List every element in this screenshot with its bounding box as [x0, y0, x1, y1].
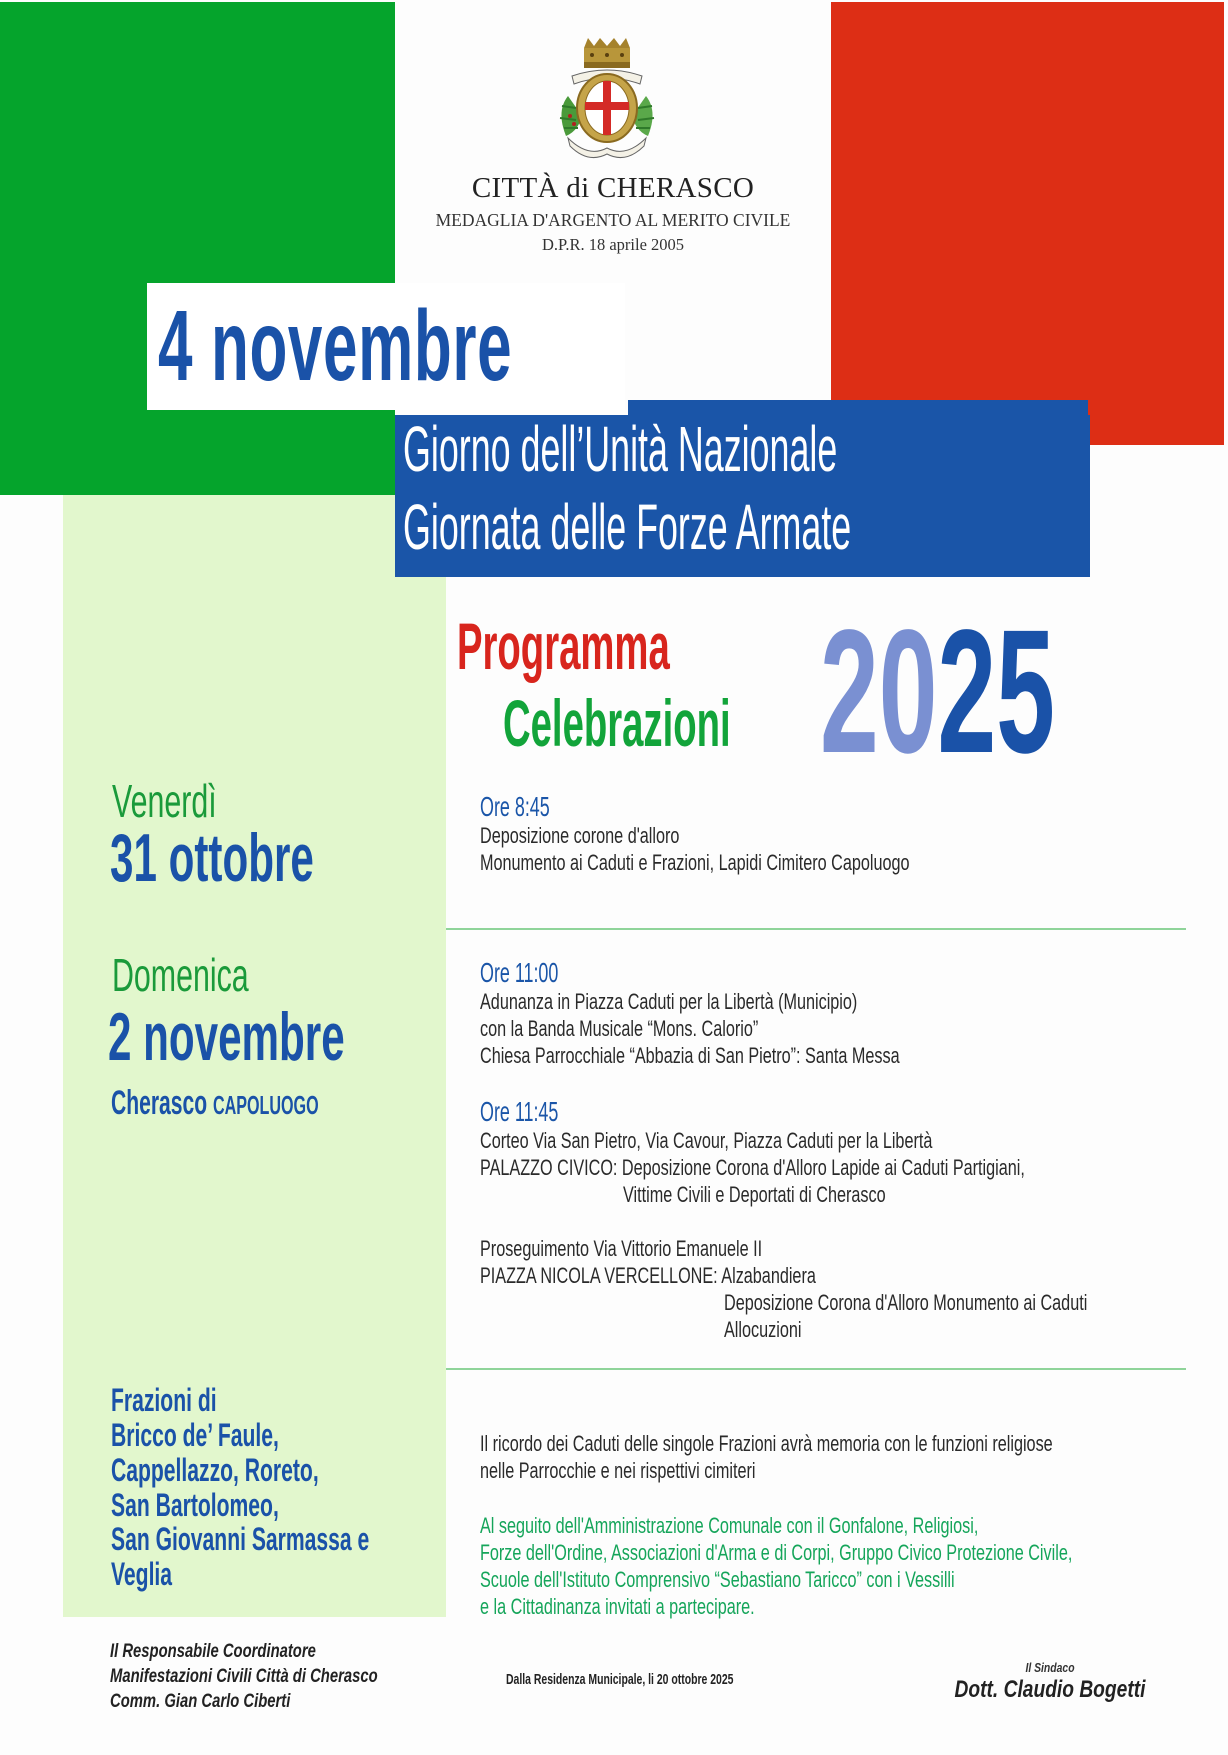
event-line: Monumento ai Caduti e Frazioni, Lapidi Cimitero Capoluogo — [480, 850, 910, 875]
city-name: CITTÀ di CHERASCO — [471, 172, 755, 204]
title-line-forze-armate: Giornata delle Forze Armate — [403, 491, 852, 563]
frazioni-line: Cappellazzo, Roreto, — [111, 1452, 319, 1488]
invite-line: Al seguito dell'Amministrazione Comunale con il Gonfalone, Religiosi, — [480, 1513, 979, 1538]
city-dpr-date: D.P.R. 18 aprile 2005 — [541, 235, 685, 254]
invite-line: Scuole dell'Istituto Comprensivo “Sebastiano Taricco” con i Vessilli — [480, 1567, 955, 1592]
coordinator-signature-line: Il Responsabile Coordinatore — [110, 1641, 316, 1662]
section-divider — [446, 1368, 1186, 1370]
day-place-name: Cherasco — [111, 1084, 208, 1122]
frazioni-note-line: nelle Parrocchie e nei rispettivi cimiteri — [480, 1458, 756, 1483]
event-line: Deposizione corone d'alloro — [480, 823, 680, 848]
programme-word: Programma — [457, 609, 670, 683]
mayor-name: Dott. Claudio Bogetti — [954, 1676, 1146, 1703]
day-date: 2 novembre — [108, 999, 345, 1075]
frazioni-line: Bricco de’ Faule, — [111, 1417, 279, 1453]
day-date: 31 ottobre — [110, 820, 314, 896]
day-weekday: Venerdì — [112, 775, 217, 827]
invite-line: Forze dell'Ordine, Associazioni d'Arma e di Corpi, Gruppo Civico Protezione Civile, — [480, 1540, 1073, 1565]
event-line: con la Banda Musicale “Mons. Calorio” — [480, 1016, 759, 1041]
event-line: PIAZZA NICOLA VERCELLONE: Alzabandiera — [480, 1263, 816, 1288]
event-line: Corteo Via San Pietro, Via Cavour, Piazza Caduti per la Libertà — [480, 1128, 933, 1153]
event-line: Chiesa Parrocchiale “Abbazia di San Pietro”: Santa Messa — [480, 1043, 900, 1068]
year-part-2: 25 — [937, 594, 1055, 790]
frazioni-line: Frazioni di — [111, 1382, 217, 1418]
flag-green-block — [0, 2, 395, 495]
city-medal-subtitle: MEDAGLIA D'ARGENTO AL MERITO CIVILE — [435, 210, 791, 230]
year-part-1: 20 — [820, 594, 938, 790]
celebrations-word: Celebrazioni — [503, 686, 731, 760]
event-line: Allocuzioni — [724, 1317, 802, 1342]
frazioni-line: San Bartolomeo, — [111, 1487, 279, 1523]
event-line: Deposizione Corona d'Alloro Monumento ai Caduti — [724, 1290, 1088, 1315]
day-place-suffix: CAPOLUOGO — [212, 1090, 319, 1120]
coordinator-signature-line: Manifestazioni Civili Città di Cherasco — [110, 1666, 378, 1687]
frazioni-line: San Giovanni Sarmassa e — [111, 1521, 370, 1557]
frazioni-line: Veglia — [111, 1556, 173, 1592]
event-line: Proseguimento Via Vittorio Emanuele II — [480, 1236, 763, 1261]
day-place — [111, 1083, 319, 1125]
day-weekday: Domenica — [112, 949, 249, 1001]
title-date: 4 novembre — [158, 290, 513, 402]
flag-red-block — [831, 2, 1224, 445]
invite-line: e la Cittadinanza invitati a partecipare. — [480, 1594, 755, 1619]
event-line: PALAZZO CIVICO: Deposizione Corona d'Alloro Lapide ai Caduti Partigiani, — [480, 1155, 1025, 1180]
title-line-unita: Giorno dell’Unità Nazionale — [403, 413, 838, 485]
place-and-date: Dalla Residenza Municipale, li 20 ottobre 2025 — [506, 1672, 734, 1688]
section-divider — [446, 928, 1186, 930]
mayor-title: Il Sindaco — [1025, 1660, 1075, 1675]
coordinator-signature-line: Comm. Gian Carlo Ciberti — [110, 1691, 291, 1712]
coat-of-arms-icon — [548, 36, 666, 162]
event-line: Vittime Civili e Deportati di Cherasco — [623, 1182, 886, 1207]
event-time: Ore 11:45 — [480, 1096, 559, 1127]
event-time: Ore 8:45 — [480, 791, 550, 822]
event-line: Adunanza in Piazza Caduti per la Libertà (Municipio) — [480, 989, 858, 1014]
programme-year — [820, 594, 1055, 790]
event-time: Ore 11:00 — [480, 957, 559, 988]
frazioni-note-line: Il ricordo dei Caduti delle singole Frazioni avrà memoria con le funzioni religiose — [480, 1431, 1053, 1456]
